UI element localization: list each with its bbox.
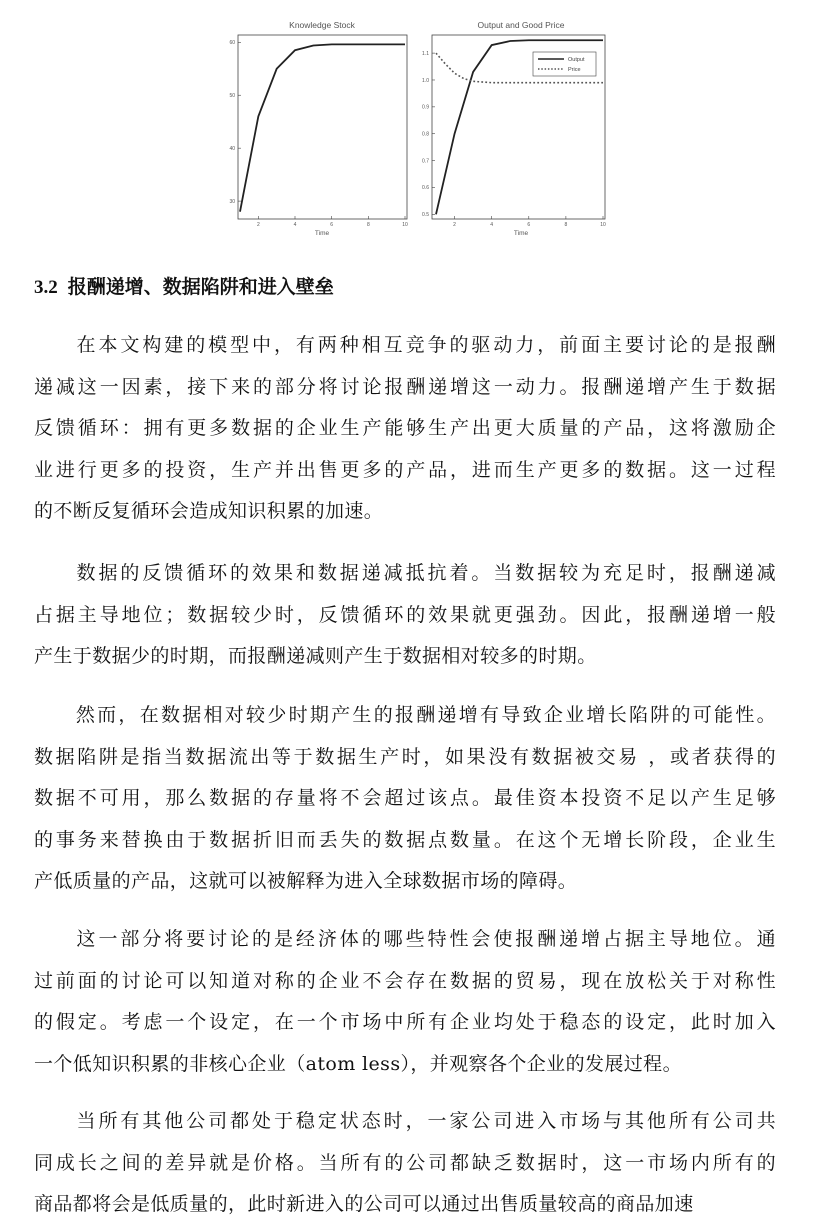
output-price-title: Output and Good Price	[477, 20, 565, 30]
knowledge-stock-ytick-label: 40	[229, 145, 235, 152]
knowledge-stock-xtick-label: 10	[402, 222, 408, 228]
output-price-xtick-label: 2	[453, 222, 456, 228]
paragraph-line: 同成长之间的差异就是价格。当所有的公司都缺乏数据时，这一市场内所有的	[34, 1151, 776, 1174]
output-price-ytick-label: 0.9	[422, 104, 429, 111]
paragraph-line: 一个低知识积累的非核心企业（atom less），并观察各个企业的发展过程。	[34, 1052, 682, 1075]
paragraph	[34, 553, 776, 678]
paragraph	[34, 919, 776, 1085]
knowledge-stock-yticks	[229, 40, 241, 205]
output-price-ytick-label: 0.8	[422, 131, 429, 138]
paragraph-line: 的事务来替换由于数据折旧而丢失的数据点数量。在这个无增长阶段，企业生	[34, 828, 776, 851]
paragraph-line: 数据不可用，那么数据的存量将不会超过该点。最佳资本投资不足以产生足够	[34, 787, 776, 809]
paragraph-line: 的不断反复循环会造成知识积累的加速。	[34, 500, 384, 522]
knowledge-stock-panel	[229, 20, 408, 237]
output-price-ytick-label: 1.1	[422, 50, 429, 57]
knowledge-stock-xlabel: Time	[314, 230, 330, 237]
paragraph-line: 递减这一因素，接下来的部分将讨论报酬递增这一动力。报酬递增产生于数据	[34, 375, 776, 398]
output-price-xticks	[453, 216, 606, 228]
output-price-xtick-label: 4	[490, 222, 494, 228]
paragraph-line: 产生于数据少的时期，而报酬递减则产生于数据相对较多的时期。	[34, 645, 597, 667]
output-price-ytick-label: 0.7	[422, 158, 429, 165]
knowledge-stock-ytick-label: 60	[229, 40, 235, 47]
paragraph-line: 在本文构建的模型中，有两种相互竞争的驱动力，前面主要讨论的是报酬	[74, 334, 776, 356]
output-price-xtick-label: 6	[527, 222, 531, 228]
knowledge-stock-xticks	[257, 216, 408, 228]
output-price-xlabel: Time	[513, 230, 529, 237]
paragraph	[34, 695, 776, 903]
knowledge-stock-ytick-label: 30	[229, 198, 235, 205]
output-price-xtick-label: 8	[564, 222, 568, 228]
paragraph-line: 占据主导地位；数据较少时，反馈循环的效果就更强劲。因此，报酬递增一般	[34, 603, 776, 626]
paragraph-line: 产低质量的产品，这就可以被解释为进入全球数据市场的障碍。	[34, 870, 578, 892]
figure	[220, 14, 615, 244]
output-price-panel	[422, 20, 606, 237]
legend-output-label: Output	[568, 57, 585, 63]
knowledge-stock-ytick-label: 50	[229, 93, 235, 100]
knowledge-stock-xtick-label: 8	[366, 222, 370, 228]
section-heading	[34, 272, 334, 299]
knowledge-stock-frame	[238, 35, 407, 219]
paragraph-line: 反馈循环：拥有更多数据的企业生产能够生产出更大质量的产品，这将激励企	[34, 417, 776, 439]
output-price-xtick-label: 10	[600, 222, 606, 228]
paragraph-line: 过前面的讨论可以知道对称的企业不会存在数据的贸易，现在放松关于对称性	[34, 969, 776, 992]
knowledge-stock-xtick-label: 2	[256, 222, 260, 228]
paragraph-line: 当所有其他公司都处于稳定状态时，一家公司进入市场与其他所有公司共	[74, 1110, 776, 1132]
paragraph-line: 数据陷阱是指当数据流出等于数据生产时，如果没有数据被交易 ，或者获得的	[34, 745, 776, 768]
paragraph	[34, 325, 776, 533]
section-title: 报酬递增、数据陷阱和进入壁垒	[67, 276, 334, 298]
paragraph-line: 业进行更多的投资，生产并出售更多的产品，进而生产更多的数据。这一过程	[34, 458, 776, 481]
knowledge-stock-line	[240, 44, 405, 211]
output-price-ytick-label: 0.5	[422, 212, 429, 219]
paragraph-line: 的假定。考虑一个设定，在一个市场中所有企业均处于稳态的设定，此时加入	[34, 1011, 776, 1033]
knowledge-stock-title: Knowledge Stock	[289, 20, 355, 30]
paragraph	[34, 1101, 776, 1226]
output-price-ytick-label: 1.0	[422, 77, 429, 84]
knowledge-stock-xtick-label: 4	[293, 222, 297, 228]
legend	[533, 52, 596, 76]
figure-charts	[220, 14, 615, 244]
legend-box	[533, 52, 596, 76]
knowledge-stock-xtick-label: 6	[330, 222, 334, 228]
output-price-yticks	[422, 51, 435, 218]
paragraph-line: 商品都将会是低质量的，此时新进入的公司可以通过出售质量较高的商品加速	[34, 1193, 694, 1215]
paragraph-line: 数据的反馈循环的效果和数据递减抵抗着。当数据较为充足时，报酬递减	[74, 562, 776, 584]
output-price-ytick-label: 0.6	[422, 185, 429, 192]
section-number: 3.2	[34, 277, 58, 298]
legend-price-label: Price	[568, 67, 581, 73]
paragraph-line: 这一部分将要讨论的是经济体的哪些特性会使报酬递增占据主导地位。通	[74, 928, 776, 950]
paragraph-line: 然而，在数据相对较少时期产生的报酬递增有导致企业增长陷阱的可能性。	[74, 704, 776, 726]
